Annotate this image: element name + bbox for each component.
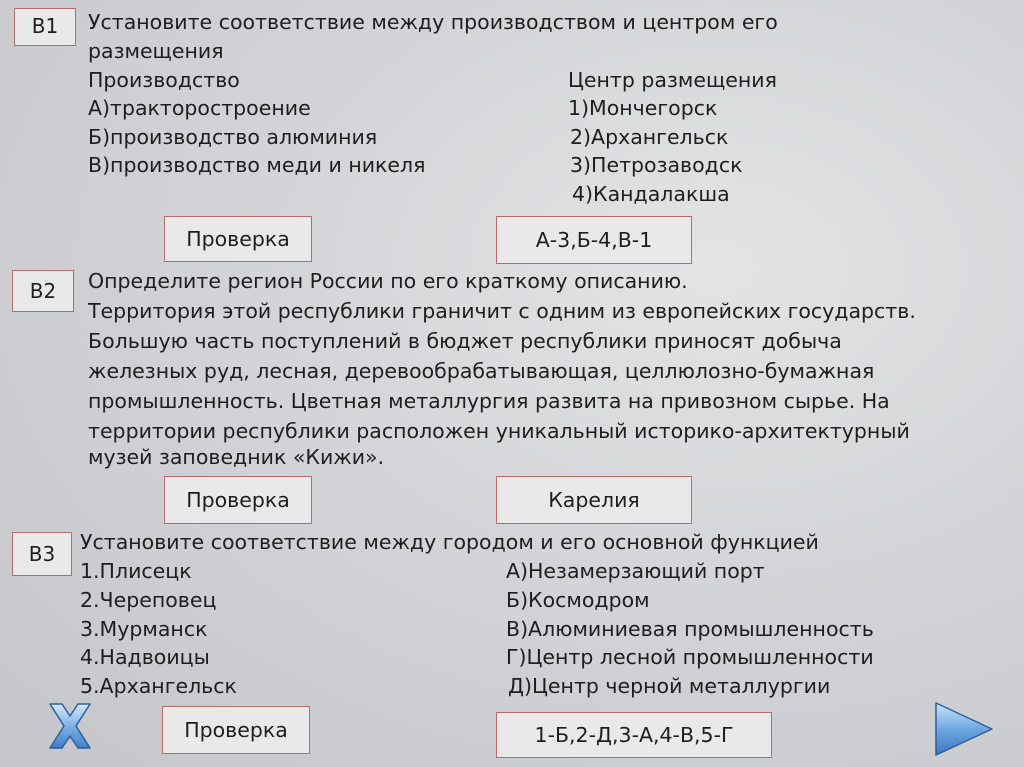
- b3-left-item: 3.Мурманск: [80, 617, 208, 641]
- b2-text-line: железных руд, лесная, деревообрабатывающая, целлюлозно-бумажная: [88, 359, 875, 383]
- b1-left-item: В)производство меди и никеля: [88, 153, 426, 177]
- b3-answer: 1-Б,2-Д,3-А,4-В,5-Г: [496, 712, 772, 758]
- b1-answer: А-3,Б-4,В-1: [496, 216, 692, 264]
- close-icon-graphic: [40, 700, 100, 752]
- b3-label: В3: [12, 532, 72, 576]
- b3-right-item: В)Алюминиевая промышленность: [506, 617, 874, 641]
- b2-check-button[interactable]: Проверка: [164, 476, 312, 524]
- close-icon[interactable]: [40, 700, 100, 752]
- b3-left-item: 4.Надвоицы: [80, 645, 210, 669]
- b1-right-item: 3)Петрозаводск: [570, 153, 743, 177]
- b1-label: В1: [14, 8, 76, 46]
- b3-left-item: 1.Плисецк: [80, 559, 192, 583]
- b3-right-item: А)Незамерзающий порт: [506, 559, 765, 583]
- b2-text-line: музей заповедник «Кижи».: [88, 445, 385, 469]
- b2-answer: Карелия: [496, 476, 692, 524]
- b1-left-item: Б)производство алюминия: [88, 125, 378, 149]
- b2-text-line: промышленность. Цветная металлургия развита на привозном сырье. На: [88, 389, 890, 413]
- b1-title-line2: размещения: [88, 39, 224, 63]
- b1-left-item: А)тракторостроение: [88, 96, 311, 120]
- b3-title: Установите соответствие между городом и его основной функцией: [80, 530, 819, 554]
- b2-text-line: Определите регион России по его краткому описанию.: [88, 269, 688, 293]
- b3-right-item: Б)Космодром: [506, 588, 650, 612]
- b1-right-item: 1)Мончегорск: [568, 96, 718, 120]
- b1-left-header: Производство: [88, 68, 240, 92]
- b2-label: В2: [12, 270, 74, 312]
- b3-left-item: 2.Череповец: [80, 588, 217, 612]
- b3-left-item: 5.Архангельск: [80, 674, 237, 698]
- b1-title-line1: Установите соответствие между производством и центром его: [88, 10, 778, 34]
- b2-text-line: Большую часть поступлений в бюджет республики приносят добыча: [88, 329, 842, 353]
- b3-check-button[interactable]: Проверка: [162, 706, 310, 754]
- b1-right-item: 4)Кандалакша: [572, 182, 730, 206]
- b2-text-line: Территория этой республики граничит с одним из европейских государств.: [88, 299, 916, 323]
- b3-right-item: Д)Центр черной металлургии: [508, 674, 831, 698]
- next-arrow-icon[interactable]: [932, 700, 996, 758]
- next-arrow-graphic: [932, 700, 996, 758]
- b2-text-line: территории республики расположен уникальный историко-архитектурный: [88, 419, 910, 443]
- b3-right-item: Г)Центр лесной промышленности: [506, 645, 874, 669]
- b1-right-item: 2)Архангельск: [570, 125, 729, 149]
- b1-right-header: Центр размещения: [568, 68, 777, 92]
- b1-check-button[interactable]: Проверка: [164, 216, 312, 262]
